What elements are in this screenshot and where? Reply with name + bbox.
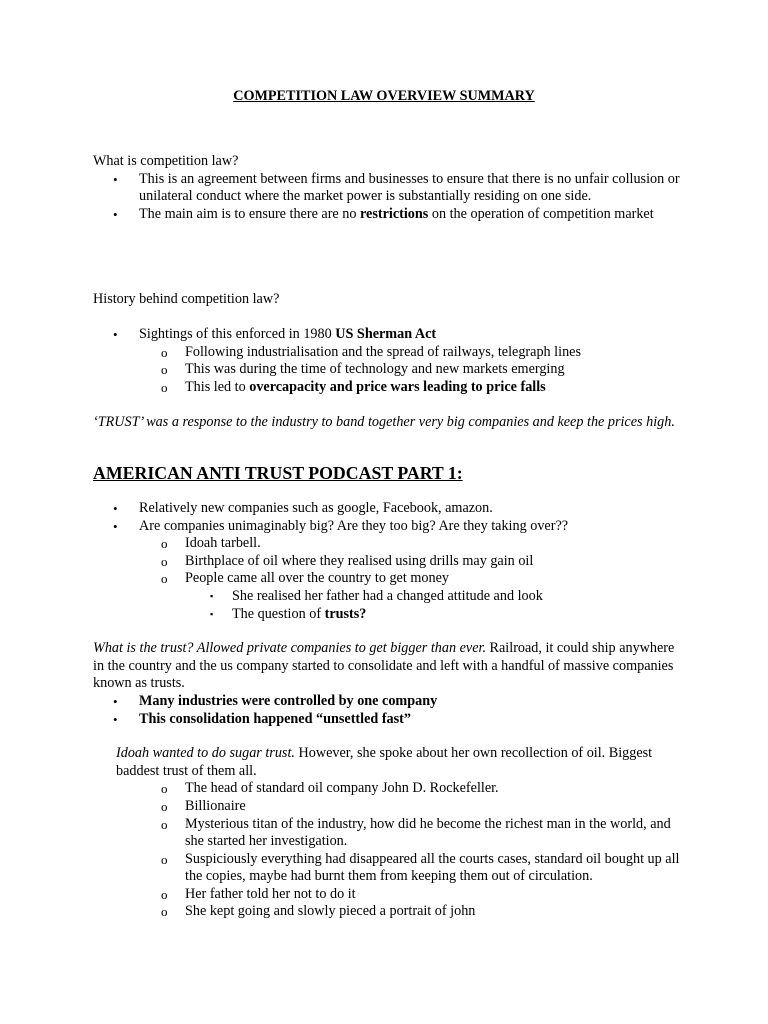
- bullet-list: [93, 326, 683, 396]
- sub-list-item: [93, 903, 683, 921]
- circle-marker: o: [161, 798, 168, 814]
- list-item-text: The head of standard oil company John D. Rockefeller.: [185, 780, 499, 797]
- sub-list-item: [93, 553, 683, 571]
- sub-list-item: [93, 535, 683, 553]
- section-competition-law: [93, 153, 683, 223]
- list-item-text: The main aim is to ensure there are no: [139, 205, 361, 222]
- sub-sub-list-item: [93, 588, 683, 606]
- bullet-marker: •: [113, 206, 118, 222]
- idoah-paragraph: [93, 745, 683, 780]
- bullet-marker: •: [113, 327, 118, 343]
- bold-text: This consolidation happened “unsettled fast”: [139, 710, 411, 727]
- sub-list-item: [93, 361, 683, 379]
- circle-marker: o: [161, 379, 168, 395]
- bold-term: restrictions: [360, 205, 429, 222]
- list-item-text: Her father told her not to do it: [185, 885, 356, 902]
- list-item-text: on the operation of competition market: [428, 205, 654, 222]
- sub-list-item: [93, 816, 683, 851]
- question-history: History behind competition law?: [93, 291, 280, 307]
- trust-note: [93, 414, 683, 432]
- sub-list-item: [93, 798, 683, 816]
- bold-text: Many industries were controlled by one company: [139, 692, 438, 709]
- bold-term: US Sherman Act: [335, 326, 437, 343]
- list-item: [93, 326, 683, 344]
- bullet-marker: •: [113, 711, 118, 727]
- list-item-text: This was during the time of technology and new markets emerging: [185, 361, 565, 378]
- list-item-text: Idoah tarbell.: [185, 535, 261, 552]
- list-item: [93, 500, 683, 518]
- circle-marker: o: [161, 781, 168, 797]
- square-marker: ▪: [210, 590, 214, 601]
- list-item: [93, 171, 683, 206]
- list-item-text: This led to: [185, 378, 250, 395]
- list-item-text: Birthplace of oil where they realised using drills may gain oil: [185, 552, 534, 569]
- italic-text: ‘TRUST’ was a response to the industry to band together very big companies and keep the prices high.: [93, 413, 675, 430]
- bold-term: trusts?: [324, 605, 367, 622]
- bullet-list: [93, 171, 683, 224]
- circle-marker: o: [161, 536, 168, 552]
- list-item-text: The question of: [232, 605, 325, 622]
- section-history: [93, 291, 683, 431]
- bullet-marker: •: [113, 693, 118, 709]
- list-item-text: This is an agreement between firms and businesses to ensure that there is no unfair collusion or unilateral conduct where the market power is substantially residing on one side.: [139, 170, 680, 205]
- list-item: [93, 693, 683, 711]
- section-heading: AMERICAN ANTI TRUST PODCAST PART 1:: [93, 463, 463, 483]
- trust-paragraph: [93, 640, 683, 693]
- list-item-text: She kept going and slowly pieced a portrait of john: [185, 903, 476, 920]
- paragraph-text: However, she spoke about her own recollection of oil. Biggest baddest trust of them all.: [116, 745, 653, 779]
- paragraph-text: Railroad, it could ship anywhere in the country and the us company started to consolidate and left with a handful of massive companies known as trusts.: [93, 640, 675, 692]
- sub-list-item: [93, 570, 683, 588]
- bullet-marker: •: [113, 171, 118, 187]
- circle-marker: o: [161, 904, 168, 920]
- circle-marker: o: [161, 851, 168, 867]
- list-item-text: People came all over the country to get money: [185, 570, 449, 587]
- circle-marker: o: [161, 886, 168, 902]
- idoah-sub-list: [93, 780, 683, 921]
- bullet-marker: •: [113, 518, 118, 534]
- bold-term: overcapacity and price wars leading to price falls: [249, 378, 546, 395]
- italic-text: What is the trust? Allowed private companies to get bigger than ever.: [93, 640, 486, 657]
- list-item: [93, 711, 683, 729]
- list-item-text: Following industrialisation and the spread of railways, telegraph lines: [185, 343, 581, 360]
- sub-list-item: [93, 886, 683, 904]
- list-item-text: Sightings of this enforced in 1980: [139, 326, 336, 343]
- circle-marker: o: [161, 571, 168, 587]
- list-item: [93, 206, 683, 224]
- circle-marker: o: [161, 553, 168, 569]
- square-marker: ▪: [210, 608, 214, 619]
- sub-list-item: [93, 379, 683, 397]
- list-item: [93, 518, 683, 536]
- bullet-list: [93, 500, 683, 623]
- list-item-text: Billionaire: [185, 797, 246, 814]
- list-item-text: Suspiciously everything had disappeared all the courts cases, standard oil bought up all the copies, maybe had burnt them from keeping them out of circulation.: [185, 850, 680, 885]
- italic-text: Idoah wanted to do sugar trust.: [116, 745, 295, 762]
- list-item-text: She realised her father had a changed attitude and look: [232, 587, 543, 604]
- question-competition-law: What is competition law?: [93, 153, 239, 169]
- circle-marker: o: [161, 344, 168, 360]
- bold-bullet-list: [93, 693, 683, 728]
- list-item-text: Are companies unimaginably big? Are they too big? Are they taking over??: [139, 517, 569, 534]
- sub-list-item: [93, 780, 683, 798]
- sub-list-item: [93, 344, 683, 362]
- sub-list-item: [93, 851, 683, 886]
- circle-marker: o: [161, 362, 168, 378]
- circle-marker: o: [161, 816, 168, 832]
- document-title: COMPETITION LAW OVERVIEW SUMMARY: [233, 88, 535, 104]
- bullet-marker: •: [113, 501, 118, 516]
- sub-sub-list-item: [93, 606, 683, 624]
- section-podcast: [93, 500, 683, 921]
- list-item-text: Mysterious titan of the industry, how did he become the richest man in the world, and she started her investigation.: [185, 815, 671, 850]
- list-item-text: Relatively new companies such as google, Facebook, amazon.: [139, 500, 493, 516]
